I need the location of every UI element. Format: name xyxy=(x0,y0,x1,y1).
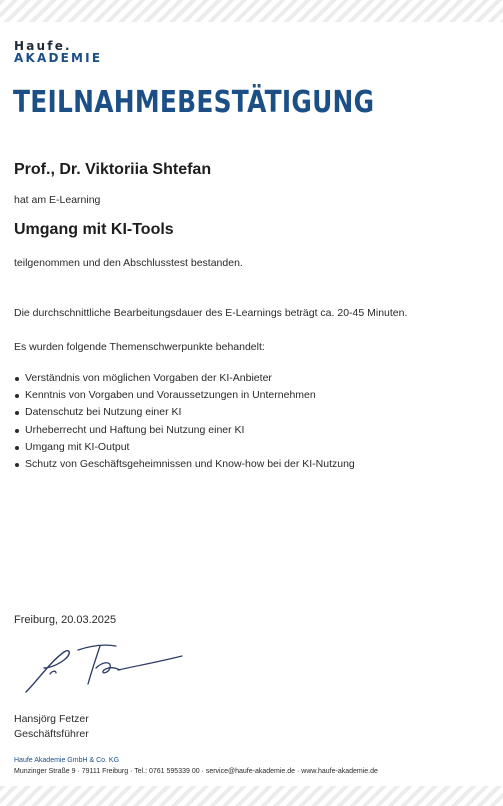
footer-address: Munzinger Straße 9 · 79111 Freiburg · Tel.: 0761 595339 00 · service@haufe-akademie.de · www.haufe-akademie.de xyxy=(14,768,378,775)
footer xyxy=(14,756,378,778)
signer-role: Geschäftsführer xyxy=(14,728,89,740)
handwritten-signature xyxy=(20,640,190,702)
topic-item: Umgang mit KI-Output xyxy=(14,439,355,456)
result-text: teilgenommen und den Abschlusstest bestanden. xyxy=(14,257,243,269)
footer-company: Haufe Akademie GmbH & Co. KG xyxy=(14,757,120,764)
topics-intro: Es wurden folgende Themenschwerpunkte behandelt: xyxy=(14,341,265,353)
topic-item: Urheberrecht und Haftung bei Nutzung einer KI xyxy=(14,422,355,439)
topic-item: Kenntnis von Vorgaben und Voraussetzungen in Unternehmen xyxy=(14,387,355,404)
certificate-title: TEILNAHMEBESTÄTIGUNG xyxy=(13,85,375,120)
topics-list xyxy=(14,370,355,473)
topic-item: Schutz von Geschäftsgeheimnissen und Know-how bei der KI-Nutzung xyxy=(14,456,355,473)
recipient-name: Prof., Dr. Viktoriia Shtefan xyxy=(14,161,212,178)
topic-item: Verständnis von möglichen Vorgaben der KI-Anbieter xyxy=(14,370,355,387)
duration-text: Die durchschnittliche Bearbeitungsdauer des E-Learnings beträgt ca. 20-45 Minuten. xyxy=(14,307,408,319)
topic-item: Datenschutz bei Nutzung einer KI xyxy=(14,404,355,421)
bottom-decorative-stripe xyxy=(0,786,503,806)
course-title: Umgang mit KI-Tools xyxy=(14,221,174,238)
logo-line-haufe: Haufe. xyxy=(14,39,72,53)
signer-block xyxy=(14,712,89,742)
haufe-akademie-logo xyxy=(14,40,102,65)
intro-text: hat am E-Learning xyxy=(14,194,101,206)
logo-line-akademie: AKADEMIE xyxy=(14,51,103,65)
signer-name: Hansjörg Fetzer xyxy=(14,713,89,725)
top-decorative-stripe xyxy=(0,0,503,22)
place-date: Freiburg, 20.03.2025 xyxy=(14,614,117,626)
